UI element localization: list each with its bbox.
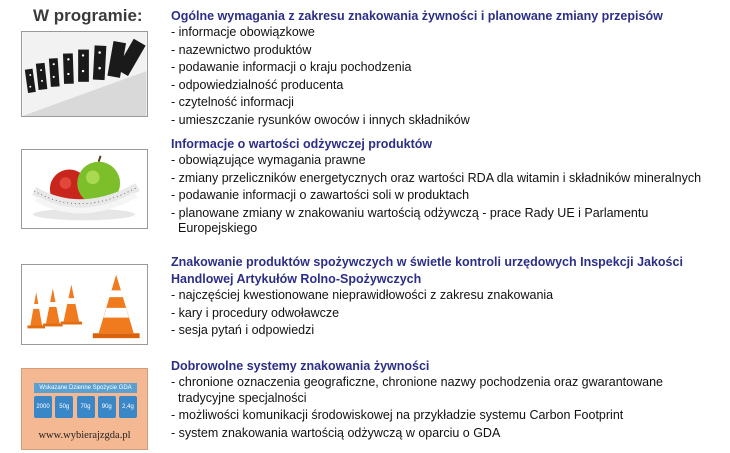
apples-tape-image [21,149,148,229]
section-list [171,288,721,339]
list-item: - planowane zmiany w znakowaniu wartością odżywczą - prace Rady UE i Parlamentu Europejskiego [171,206,721,237]
list-item: - obowiązujące wymagania prawne [171,153,721,169]
section-title: Ogólne wymagania z zakresu znakowania żywności i planowane zmiany przepisów [171,9,663,23]
section-general-requirements [171,8,721,130]
section-voluntary-systems [171,358,721,443]
section-title: Znakowanie produktów spożywczych w świetle kontroli urzędowych Inspekcji Jakości Handlowej Artykułów Rolno-Spożywczych [171,255,683,286]
list-item: - zmiany przeliczników energetycznych oraz wartości RDA dla witamin i składników mineralnych [171,171,721,187]
gda-value: 90g [98,396,116,418]
list-item: - chronione oznaczenia geograficzne, chronione nazwy pochodzenia oraz gwarantowane tradycyjne specjalności [171,375,721,406]
section-list [171,153,721,237]
section-nutrition-info [171,136,721,239]
section-title: Informacje o wartości odżywczej produktów [171,137,433,151]
dominoes-image [21,31,148,117]
list-item: - podawanie informacji o zawartości soli w produktach [171,188,721,204]
list-item: - sesja pytań i odpowiedzi [171,323,721,339]
list-item: - nazewnictwo produktów [171,43,721,59]
list-item: - system znakowania wartością odżywczą w oparciu o GDA [171,426,721,442]
list-item: - informacje obowiązkowe [171,25,721,41]
list-item: - możliwości komunikacji środowiskowej na przykładzie systemu Carbon Footprint [171,408,721,424]
list-item: - odpowiedzialność producenta [171,78,721,94]
gda-url: www.wybierajzgda.pl [38,430,131,441]
traffic-cones-image [21,264,148,345]
gda-value: 50g [55,396,73,418]
gda-label-image [21,368,148,450]
gda-value: 70g [77,396,95,418]
list-item: - czytelność informacji [171,95,721,111]
gda-value: 2,4g [119,396,137,418]
gda-header: Wskazane Dzienne Spożycie GDA [34,383,137,393]
list-item: - umieszczanie rysunków owoców i innych składników [171,113,721,129]
list-item: - kary i procedury odwoławcze [171,306,721,322]
list-item: - podawanie informacji o kraju pochodzenia [171,60,721,76]
section-title: Dobrowolne systemy znakowania żywności [171,359,430,373]
section-list [171,25,721,128]
section-official-controls [171,254,721,341]
section-list [171,375,721,441]
gda-value: 2000 [34,396,52,418]
gda-values [34,396,137,418]
program-heading: W programie: [33,6,143,25]
list-item: - najczęściej kwestionowane nieprawidłowości z zakresu znakowania [171,288,721,304]
